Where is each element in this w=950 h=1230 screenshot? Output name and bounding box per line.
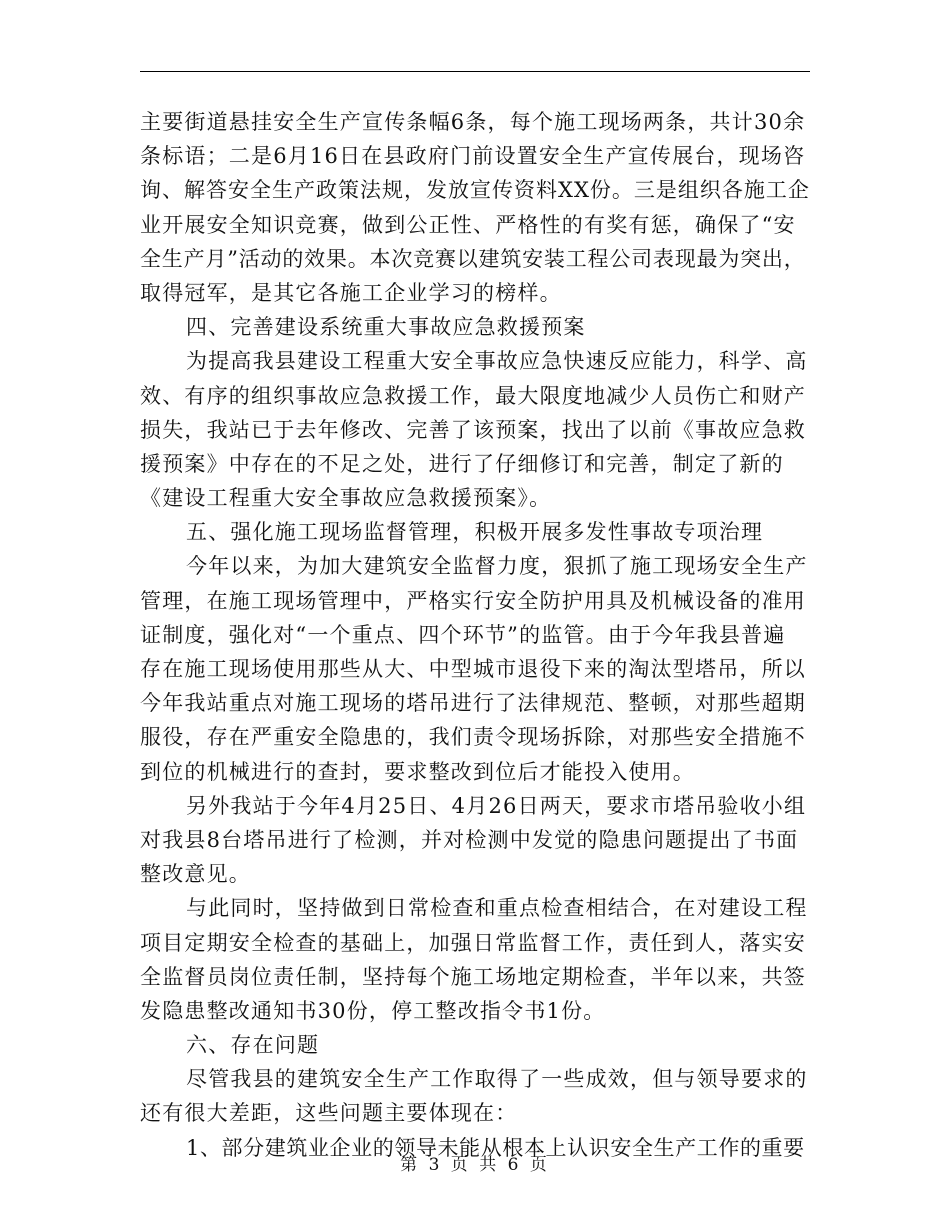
text-line: 与此同时，坚持做到日常检查和重点检查相结合，在对建设工程 bbox=[186, 896, 808, 921]
page-footer: 第 3 页 共 6 页 bbox=[400, 1155, 550, 1175]
text-line: 业开展安全知识竞赛，做到公正性、严格性的有奖有惩，确保了“安 bbox=[140, 212, 796, 237]
text-line: 服役，存在严重安全隐患的，我们责令现场拆除，对那些安全措施不 bbox=[140, 725, 806, 750]
text-line: 整改意见。 bbox=[140, 862, 251, 887]
text-line: 为提高我县建设工程重大安全事故应急快速反应能力，科学、高 bbox=[186, 349, 808, 374]
text-line: 还有很大差距，这些问题主要体现在： bbox=[140, 1101, 518, 1126]
text-line: 对我县8台塔吊进行了检测，并对检测中发觉的隐患问题提出了书面 bbox=[140, 827, 799, 852]
text-line: 五、强化施工现场监督管理，积极开展多发性事故专项治理 bbox=[186, 520, 764, 545]
text-line: 管理，在施工现场管理中，严格实行安全防护用具及机械设备的准用 bbox=[140, 588, 806, 613]
text-line: 今年以来，为加大建筑安全监督力度，狠抓了施工现场安全生产 bbox=[186, 554, 808, 579]
text-line: 尽管我县的建筑安全生产工作取得了一些成效，但与领导要求的 bbox=[186, 1067, 808, 1092]
text-line: 四、完善建设系统重大事故应急救援预案 bbox=[186, 315, 586, 340]
text-line: 询、解答安全生产政策法规，发放宣传资料XX份。三是组织各施工企 bbox=[140, 178, 810, 203]
text-line: 条标语；二是6月16日在县政府门前设置安全生产宣传展台，现场咨 bbox=[140, 144, 806, 169]
text-line: 《建设工程重大安全事故应急救援预案》。 bbox=[140, 486, 552, 511]
text-line: 援预案》中存在的不足之处，进行了仔细修订和完善，制定了新的 bbox=[140, 451, 784, 476]
text-line: 取得冠军，是其它各施工企业学习的榜样。 bbox=[140, 280, 562, 305]
text-line: 效、有序的组织事故应急救援工作，最大限度地减少人员伤亡和财产 bbox=[140, 383, 806, 408]
text-line: 到位的机械进行的查封，要求整改到位后才能投入使用。 bbox=[140, 759, 695, 784]
text-line: 证制度，强化对“一个重点、四个环节”的监管。由于今年我县普遍 bbox=[140, 622, 786, 647]
header-rule bbox=[140, 71, 810, 72]
text-line: 全生产月”活动的效果。本次竞赛以建筑安装工程公司表现最为突出， bbox=[140, 246, 806, 271]
text-line: 六、存在问题 bbox=[186, 1033, 320, 1058]
text-line: 主要街道悬挂安全生产宣传条幅6条，每个施工现场两条，共计30余 bbox=[140, 110, 806, 134]
text-line: 全监督员岗位责任制，坚持每个施工场地定期检查，半年以来，共签 bbox=[140, 964, 806, 989]
text-line: 今年我站重点对施工现场的塔吊进行了法律规范、整顿，对那些超期 bbox=[140, 691, 806, 716]
text-line: 损失，我站已于去年修改、完善了该预案，找出了以前《事故应急救 bbox=[140, 417, 806, 442]
text-line: 1、部分建筑业企业的领导未能从根本上认识安全生产工作的重要 bbox=[186, 1135, 805, 1160]
text-line: 发隐患整改通知书30份，停工整改指令书1份。 bbox=[140, 998, 606, 1023]
text-line: 另外我站于今年4月25日、4月26日两天，要求市塔吊验收小组 bbox=[186, 793, 807, 818]
document-body bbox=[140, 105, 810, 1165]
text-line: 存在施工现场使用那些从大、中型城市退役下来的淘汰型塔吊，所以 bbox=[140, 657, 806, 681]
text-line: 项目定期安全检查的基础上，加强日常监督工作，责任到人，落实安 bbox=[140, 930, 806, 955]
